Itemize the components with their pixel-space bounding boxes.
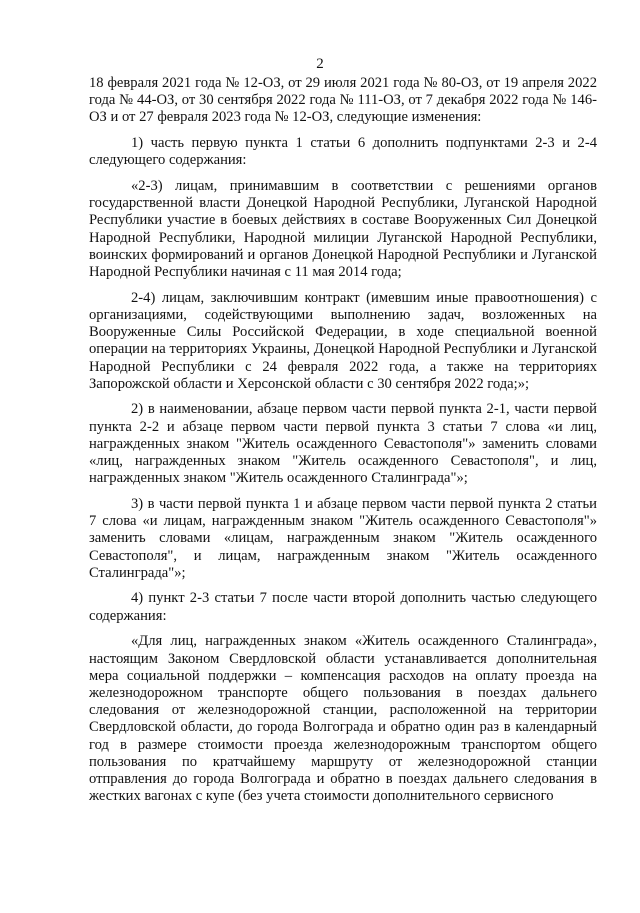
paragraph-subitem-2-3: «2-3) лицам, принимавшим в соответствии с решениями органов государственной власти Донецкой Народной Республики, Луганской Народной Республики участие в боевых действиях в составе Вооруженных Сил Донецкой Народной Республики, Народной милиции Луганской Народной Республики, воинских формирований и органов Донецкой Народной Республики и Луганской Народной Республики начиная с 11 мая 2014 года;: [89, 178, 597, 281]
paragraph-subitem-2-4: 2-4) лицам, заключившим контракт (имевшим иные правоотношения) с организациями, содействующими выполнению задач, возложенных на Вооруженные Силы Российской Федерации, в ходе специальной военной операции на территориях Украины, Донецкой Народной Республики и Луганской Народной Республики с 24 февраля 2022 года, а также на территориях Запорожской области и Херсонской области с 30 сентября 2022 года;»;: [89, 289, 597, 392]
document-body: [89, 75, 597, 805]
paragraph-item-3: 3) в части первой пункта 1 и абзаце первом части первой пункта 2 статьи 7 слова «и лицам, награжденным знаком "Житель осажденного Севастополя"» заменить словами «лицам, награжденным знаком "Житель осажденного Севастополя", и лицам, награжденным знаком "Житель осажденного Сталинграда"»;: [89, 495, 597, 581]
paragraph-amendment-dates: 18 февраля 2021 года № 12-ОЗ, от 29 июля 2021 года № 80-ОЗ, от 19 апреля 2022 года № 44-ОЗ, от 30 сентября 2022 года № 111-ОЗ, от 7 декабря 2022 года № 146-ОЗ и от 27 февраля 2023 года № 12-ОЗ, следующие изменения:: [89, 75, 597, 126]
paragraph-compensation: «Для лиц, награжденных знаком «Житель осажденного Сталинграда», настоящим Законом Свердловской области устанавливается дополнительная мера социальной поддержки – компенсация расходов на оплату проезда на железнодорожном транспорте общего пользования в поездах дальнего следования от железнодорожной станции, расположенной на территории Свердловской области, до города Волгограда и обратно один раз в календарный год в размере стоимости проезда железнодорожным транспортом общего пользования по кратчайшему маршруту от железнодорожной станции отправления до города Волгограда и обратно в поездах дальнего следования в жестких вагонах с купе (без учета стоимости дополнительного сервисного: [89, 633, 597, 805]
page-number: 2: [316, 56, 324, 72]
paragraph-item-1: 1) часть первую пункта 1 статьи 6 дополнить подпунктами 2-3 и 2-4 следующего содержания:: [89, 135, 597, 169]
paragraph-item-4: 4) пункт 2-3 статьи 7 после части второй дополнить частью следующего содержания:: [89, 590, 597, 624]
paragraph-item-2: 2) в наименовании, абзаце первом части первой пункта 2-1, части первой пункта 2-2 и абзаце первом части первой пункта 3 статьи 7 слова «и лиц, награжденных знаком "Житель осажденного Севастополя"» заменить словами «лиц, награжденных знаком "Житель осажденного Севастополя", и лиц, награжденных знаком "Житель осажденного Сталинграда"»;: [89, 401, 597, 487]
